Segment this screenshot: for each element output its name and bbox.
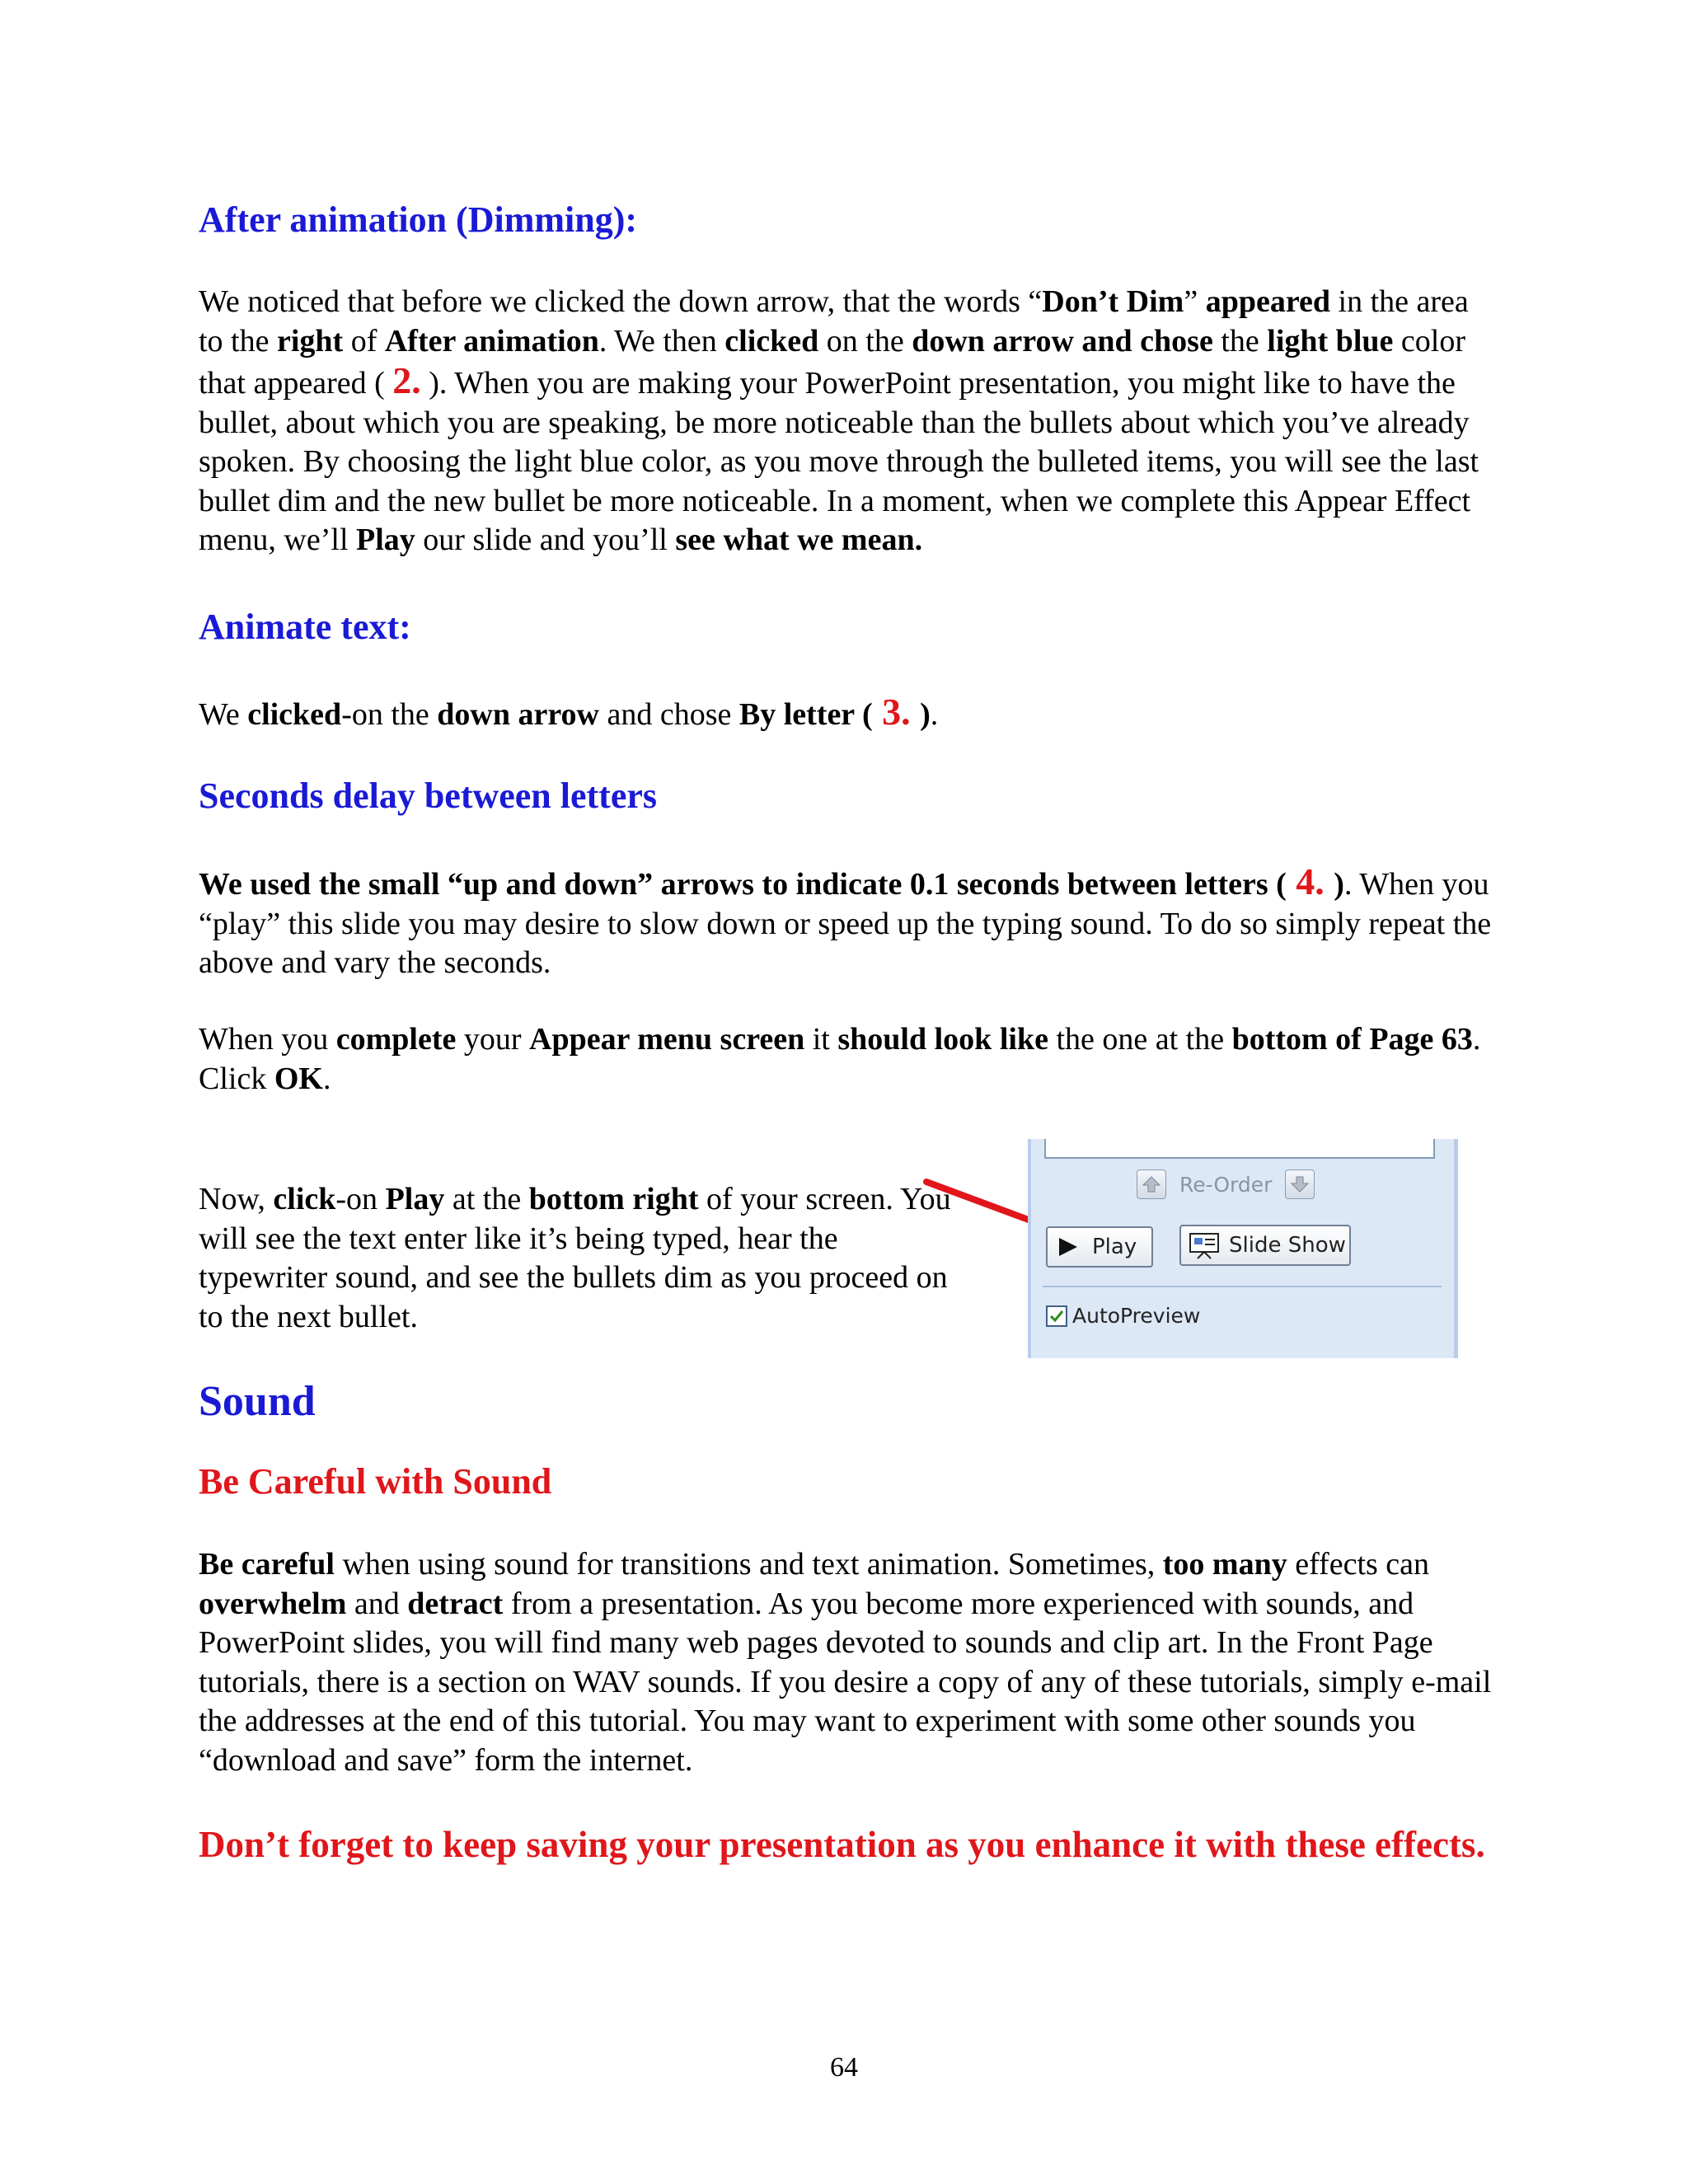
heading-after-animation: After animation (Dimming): [199,199,637,240]
play-button-label: Play [1092,1235,1137,1259]
heading-seconds-delay: Seconds delay between letters [199,776,658,816]
effect-list-box [1044,1139,1435,1159]
step-number: 3. [872,691,921,733]
custom-animation-panel-screenshot [1028,1139,1458,1358]
step-number: 4. [1286,860,1334,902]
save-reminder: Don’t forget to keep saving your presentation as you enhance it with these effects. [199,1824,1485,1865]
reorder-label: Re-Order [1179,1172,1273,1197]
down-arrow-icon [1290,1174,1310,1194]
play-icon [1056,1235,1081,1258]
checkmark-icon [1048,1308,1065,1324]
autopreview-label: AutoPreview [1072,1304,1201,1328]
up-arrow-icon [1142,1174,1161,1194]
autopreview-checkbox[interactable] [1046,1304,1200,1328]
paragraph-play: Now, click-on Play at the bottom right of your screen. You will see the text enter like it’s being typed, hear the typewriter sound, and see the bullets dim as you proceed on to the next bullet. [199,1182,951,1334]
slide-show-button[interactable] [1179,1225,1351,1266]
paragraph-complete: When you complete your Appear menu screen it should look like the one at the bottom of Page 63. Click OK. [199,1022,1481,1096]
heading-be-careful: Be Careful with Sound [199,1461,552,1502]
step-number: 2. [392,359,421,401]
paragraph-sound: Be careful when using sound for transitions and text animation. Sometimes, too many effects can overwhelm and detract from a presentation. As you become more experienced with sounds, and PowerPoint slides, you will find many web pages devoted to sounds and clip art. In the Front Page tutorials, there is a section on WAV sounds. If you desire a copy of any of these tutorials, simply e-mail the addresses at the end of this tutorial. You may want to experiment with some other sounds you “download and save” form the internet. [199,1547,1492,1778]
reorder-controls [1137,1169,1315,1200]
slide-show-button-label: Slide Show [1229,1233,1346,1258]
heading-animate-text: Animate text: [199,607,411,647]
autopreview-check-box[interactable] [1046,1305,1067,1327]
heading-sound: Sound [199,1378,316,1425]
page-number: 64 [830,2052,858,2083]
paragraph-animate-text: We clicked-on the down arrow and chose By letter ( 3. ). [199,691,939,733]
paragraph-after-animation: We noticed that before we clicked the down arrow, that the words “Don’t Dim” appeared in the area to the right of After animation. We then clicked on the down arrow and chose the light blue color that appeared ( 2. ). When you are making your PowerPoint presentation, you might like to have the bullet, about which you are speaking, be more noticeable than the bullets about which you’ve already spoken. By choosing the light blue color, as you move through the bulleted items, you will see the last bullet dim and the new bullet be more noticeable. In a moment, when we complete this Appear Effect menu, we’ll Play our slide and you’ll see what we mean. [199,284,1479,557]
slideshow-icon [1188,1231,1221,1259]
play-button[interactable] [1046,1226,1153,1268]
panel-divider [1043,1286,1442,1287]
move-up-button[interactable] [1137,1169,1166,1199]
move-down-button[interactable] [1285,1169,1315,1199]
paragraph-seconds-delay: We used the small “up and down” arrows to indicate 0.1 seconds between letters ( 4. ). When you “play” this slide you may desire to slow down or speed up the typing sound. To do so simply repeat the above and vary the seconds. [199,860,1492,980]
